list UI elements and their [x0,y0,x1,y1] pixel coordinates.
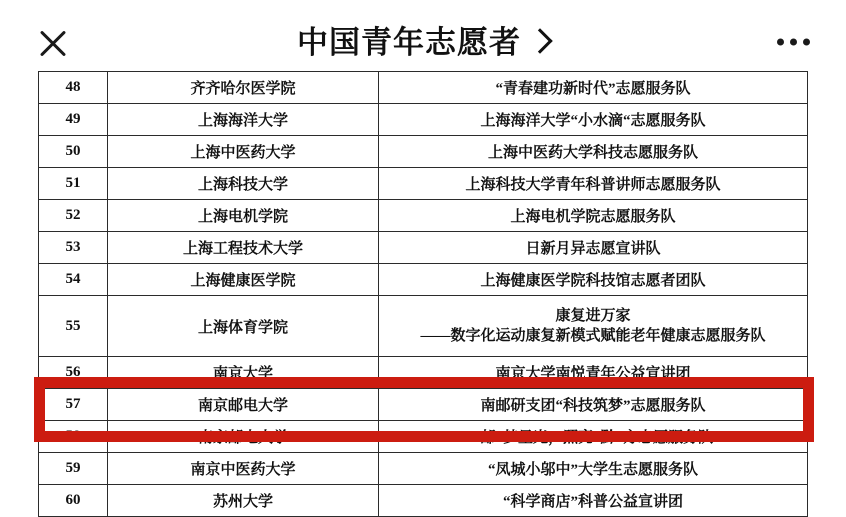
table-row [39,232,808,264]
row-index: 55 [39,296,108,357]
row-org: 南京大学 [108,357,379,389]
row-org: 上海中医药大学 [108,136,379,168]
table-row [39,453,808,485]
more-options-icon[interactable] [777,39,810,46]
row-index: 57 [39,389,108,421]
row-name: 上海中医药大学科技志愿服务队 [379,136,808,168]
table-row [39,485,808,517]
row-org: 苏州大学 [108,485,379,517]
row-index: 53 [39,232,108,264]
document-viewer[interactable] [0,79,846,510]
row-org: 上海科技大学 [108,168,379,200]
table-row [39,357,808,389]
table-row [39,72,808,104]
row-index: 54 [39,264,108,296]
row-index: 51 [39,168,108,200]
row-org: 南京邮电大学 [108,389,379,421]
row-name: 上海海洋大学“小水滴“志愿服务队 [379,104,808,136]
row-index: 58 [39,421,108,453]
page-title[interactable] [297,24,549,60]
row-name: “青春建功新时代”志愿服务队 [379,72,808,104]
row-index: 49 [39,104,108,136]
table-row [39,264,808,296]
more-dot [803,39,810,46]
row-org: 齐齐哈尔医学院 [108,72,379,104]
row-name: 上海科技大学青年科普讲师志愿服务队 [379,168,808,200]
row-name-line1: 康复进万家 [555,307,631,324]
row-index: 59 [39,453,108,485]
row-name: “邮”梦星光，照亮“黔”方志愿服务队 [379,421,808,453]
row-org: 上海电机学院 [108,200,379,232]
table-row [39,389,808,421]
page-title-text: 中国青年志愿者 [297,24,521,60]
table-row [39,421,808,453]
chevron-right-icon [527,28,552,53]
table-row-highlighted [39,296,808,357]
row-name: 南邮研支团“科技筑梦”志愿服务队 [379,389,808,421]
row-name: “凤城小邬中”大学生志愿服务队 [379,453,808,485]
row-name: 日新月异志愿宣讲队 [379,232,808,264]
row-index: 48 [39,72,108,104]
more-dot [790,39,797,46]
row-name: “科学商店”科普公益宣讲团 [379,485,808,517]
row-org: 上海海洋大学 [108,104,379,136]
row-org: 上海体育学院 [108,296,379,357]
row-name: 上海电机学院志愿服务队 [379,200,808,232]
row-org: 南京邮电大学 [108,421,379,453]
row-org: 南京中医药大学 [108,453,379,485]
row-index: 52 [39,200,108,232]
row-name: 南京大学南悦青年公益宣讲团 [379,357,808,389]
row-index: 60 [39,485,108,517]
table-row [39,168,808,200]
row-org: 上海工程技术大学 [108,232,379,264]
close-icon[interactable] [36,25,70,59]
more-dot [777,39,784,46]
row-name: 上海健康医学院科技馆志愿者团队 [379,264,808,296]
row-name [379,296,808,357]
row-name-line2: ——数字化运动康复新模式赋能老年健康志愿服务队 [420,328,766,344]
row-index: 56 [39,357,108,389]
table-row [39,200,808,232]
table-row [39,136,808,168]
table-scroll-area[interactable] [0,79,846,510]
listing-table [38,71,808,517]
table-row [39,104,808,136]
row-index: 50 [39,136,108,168]
row-org: 上海健康医学院 [108,264,379,296]
